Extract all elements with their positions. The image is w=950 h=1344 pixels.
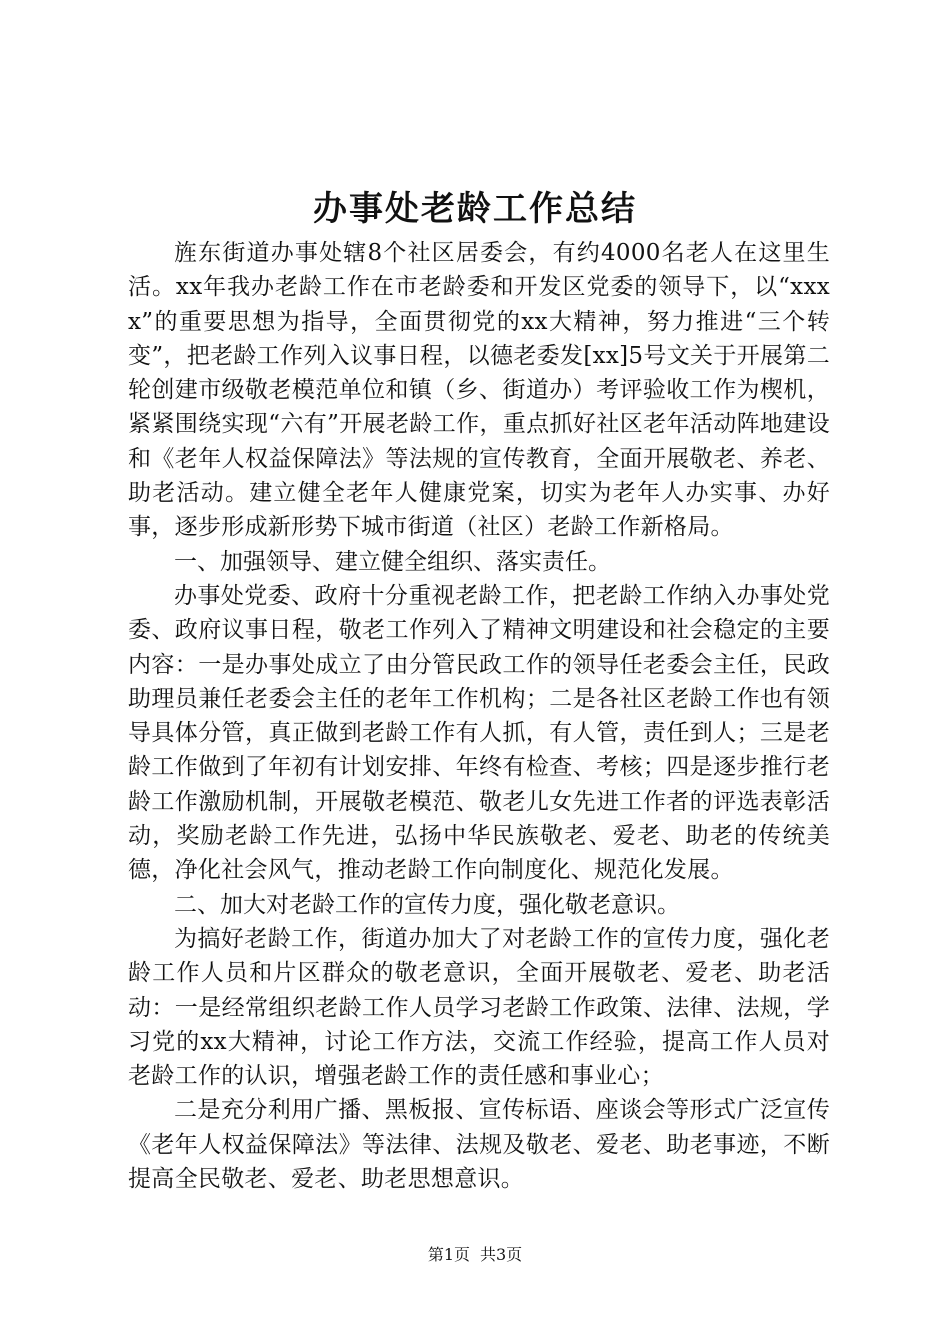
section-heading-1: 一、加强领导、建立健全组织、落实责任。 xyxy=(174,548,611,575)
page-number: 第1页 xyxy=(427,1245,470,1264)
page-total: 共3页 xyxy=(480,1245,523,1264)
document-body xyxy=(128,236,830,1196)
paragraph-intro: 旌东街道办事处辖8个社区居委会，有约4000名老人在这里生活。xx年我办老龄工作在市老龄委和开发区党委的领导下，以“xxxx”的重要思想为指导，全面贯彻党的xx大精神，努力推进“三个转变”，把老龄工作列入议事日程，以德老委发[xx]5号文关于开展第二轮创建市级敬老模范单位和镇（乡、街道办）考评验收工作为楔机，紧紧围绕实现“六有”开展老龄工作，重点抓好社区老年活动阵地建设和《老年人权益保障法》等法规的宣传教育，全面开展敬老、养老、助老活动。建立健全老年人健康党案，切实为老年人办实事、办好事，逐步形成新形势下城市街道（社区）老龄工作新格局。 xyxy=(128,240,830,541)
document-title: 办事处老龄工作总结 xyxy=(313,189,637,229)
paragraph-section-2b: 二是充分利用广播、黑板报、宣传标语、座谈会等形式广泛宣传《老年人权益保障法》等法律、法规及敬老、爱老、助老事迹，不断提高全民敬老、爱老、助老思想意识。 xyxy=(128,1097,830,1193)
page-footer xyxy=(0,1244,950,1266)
paragraph-section-2a: 为搞好老龄工作，街道办加大了对老龄工作的宣传力度，强化老龄工作人员和片区群众的敬老意识，全面开展敬老、爱老、助老活动：一是经常组织老龄工作人员学习老龄工作政策、法律、法规，学习党的xx大精神，讨论工作方法，交流工作经验，提高工作人员对老龄工作的认识，增强老龄工作的责任感和事业心； xyxy=(128,925,830,1090)
paragraph-section-1: 办事处党委、政府十分重视老龄工作，把老龄工作纳入办事处党委、政府议事日程，敬老工作列入了精神文明建设和社会稳定的主要内容：一是办事处成立了由分管民政工作的领导任老委会主任，民政助理员兼任老委会主任的老年工作机构；二是各社区老龄工作也有领导具体分管，真正做到老龄工作有人抓，有人管，责任到人；三是老龄工作做到了年初有计划安排、年终有检查、考核；四是逐步推行老龄工作激励机制，开展敬老模范、敬老儿女先进工作者的评选表彰活动，奖励老龄工作先进，弘扬中华民族敬老、爱老、助老的传统美德，净化社会风气，推动老龄工作向制度化、规范化发展。 xyxy=(128,582,830,884)
section-heading-2: 二、加大对老龄工作的宣传力度，强化敬老意识。 xyxy=(174,891,680,918)
